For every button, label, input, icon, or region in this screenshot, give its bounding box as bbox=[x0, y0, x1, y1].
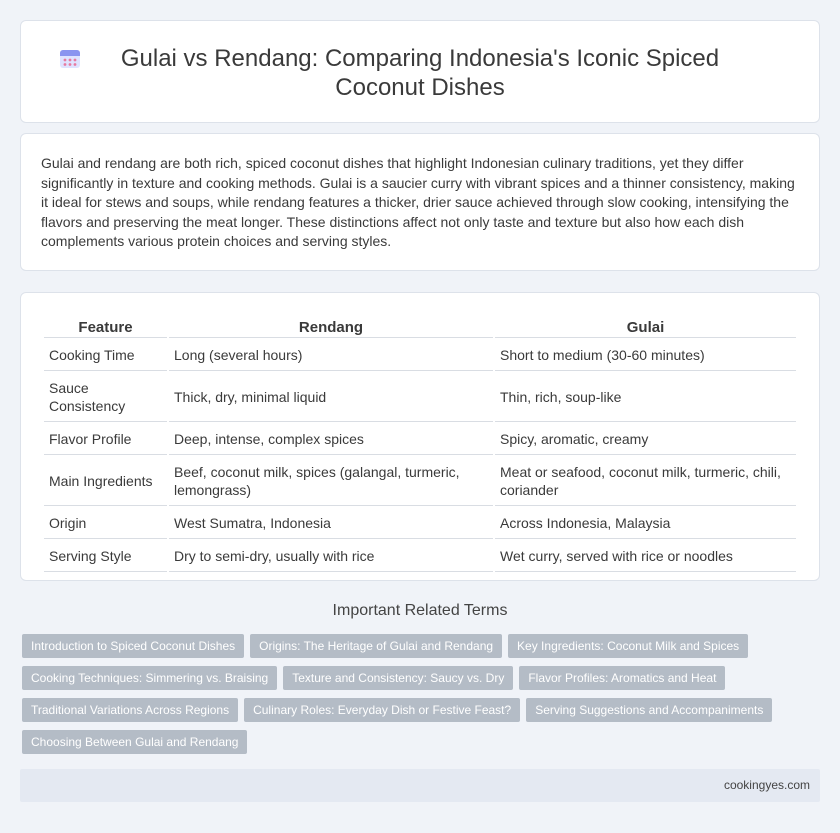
table-cell: Long (several hours) bbox=[169, 340, 493, 371]
related-term-tag[interactable]: Key Ingredients: Coconut Milk and Spices bbox=[508, 634, 748, 658]
footer-site-link[interactable]: cookingyes.com bbox=[723, 778, 810, 792]
comparison-table-card bbox=[20, 292, 820, 581]
table-cell: Wet curry, served with rice or noodles bbox=[495, 541, 796, 572]
tag-row bbox=[22, 634, 822, 658]
table-row bbox=[44, 373, 796, 422]
table-row bbox=[44, 541, 796, 572]
table-cell: Flavor Profile bbox=[44, 424, 167, 455]
table-header-row bbox=[44, 317, 796, 338]
table-row bbox=[44, 340, 796, 371]
header-rendang: Rendang bbox=[169, 317, 493, 338]
page-title: Gulai vs Rendang: Comparing Indonesia's Iconic Spiced Coconut Dishes bbox=[120, 45, 720, 101]
title-card bbox=[20, 20, 820, 123]
related-term-tag[interactable]: Texture and Consistency: Saucy vs. Dry bbox=[283, 666, 513, 690]
table-row bbox=[44, 457, 796, 506]
table-row bbox=[44, 424, 796, 455]
table-cell: Beef, coconut milk, spices (galangal, turmeric, lemongrass) bbox=[169, 457, 493, 506]
tag-row bbox=[22, 698, 822, 722]
intro-card bbox=[20, 133, 820, 271]
table-cell: Dry to semi-dry, usually with rice bbox=[169, 541, 493, 572]
related-term-tag[interactable]: Introduction to Spiced Coconut Dishes bbox=[22, 634, 244, 658]
related-term-tag[interactable]: Traditional Variations Across Regions bbox=[22, 698, 238, 722]
related-terms-tags bbox=[22, 634, 822, 762]
related-terms-title: Important Related Terms bbox=[332, 602, 508, 619]
related-term-tag[interactable]: Culinary Roles: Everyday Dish or Festive Feast? bbox=[244, 698, 520, 722]
tag-row bbox=[22, 730, 822, 754]
table-cell: Across Indonesia, Malaysia bbox=[495, 508, 796, 539]
header-feature: Feature bbox=[44, 317, 167, 338]
table-cell: Main Ingredients bbox=[44, 457, 167, 506]
related-term-tag[interactable]: Cooking Techniques: Simmering vs. Braising bbox=[22, 666, 277, 690]
related-term-tag[interactable]: Origins: The Heritage of Gulai and Rendang bbox=[250, 634, 502, 658]
table-cell: Spicy, aromatic, creamy bbox=[495, 424, 796, 455]
table-cell: Origin bbox=[44, 508, 167, 539]
table-cell: Thick, dry, minimal liquid bbox=[169, 373, 493, 422]
intro-paragraph: Gulai and rendang are both rich, spiced coconut dishes that highlight Indonesian culinary traditions, yet they differ significantly in texture and cooking methods. Gulai is a saucier curry with vibrant spices and a thinner consistency, making it ideal for stews and soups, while rendang features a thicker, drier sauce achieved through slow cooking, intensifying the flavors and preserving the meat longer. These distinctions affect not only taste and texture but also how each dish complements various protein choices and serving styles. bbox=[41, 155, 795, 249]
table-row bbox=[44, 508, 796, 539]
related-term-tag[interactable]: Flavor Profiles: Aromatics and Heat bbox=[519, 666, 725, 690]
tag-row bbox=[22, 666, 822, 690]
related-term-tag[interactable]: Serving Suggestions and Accompaniments bbox=[526, 698, 772, 722]
table-cell: Short to medium (30-60 minutes) bbox=[495, 340, 796, 371]
related-term-tag[interactable]: Choosing Between Gulai and Rendang bbox=[22, 730, 247, 754]
table-cell: Cooking Time bbox=[44, 340, 167, 371]
table-cell: Serving Style bbox=[44, 541, 167, 572]
header-gulai: Gulai bbox=[495, 317, 796, 338]
comparison-table bbox=[42, 315, 798, 574]
table-cell: Deep, intense, complex spices bbox=[169, 424, 493, 455]
table-cell: Thin, rich, soup-like bbox=[495, 373, 796, 422]
footer bbox=[20, 769, 820, 802]
table-cell: West Sumatra, Indonesia bbox=[169, 508, 493, 539]
table-cell: Meat or seafood, coconut milk, turmeric, chili, coriander bbox=[495, 457, 796, 506]
table-cell: Sauce Consistency bbox=[44, 373, 167, 422]
